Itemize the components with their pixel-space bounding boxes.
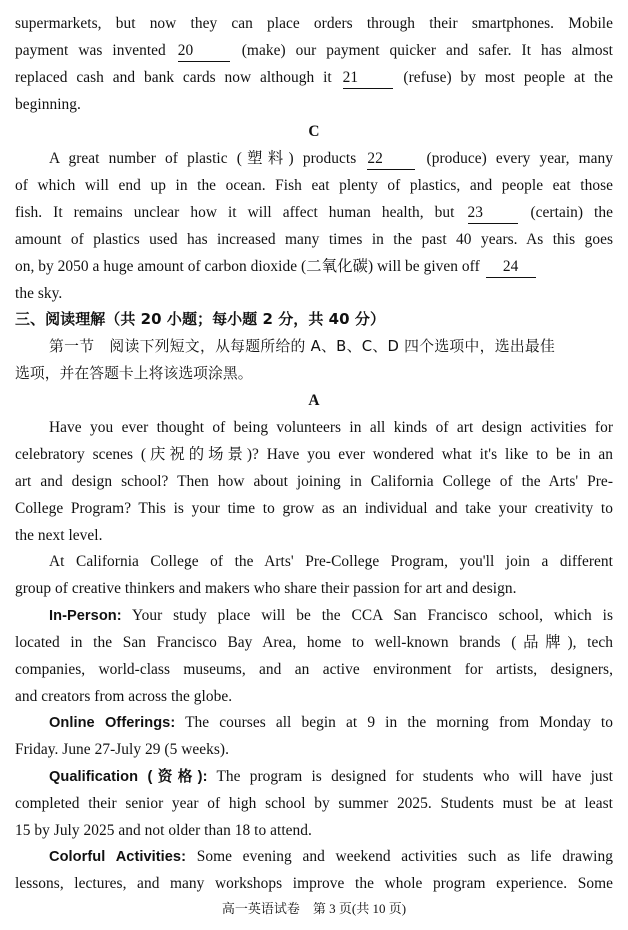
label-qualification: Qualification (资格): [49, 769, 208, 785]
label-online-offerings: Online Offerings: [49, 715, 176, 731]
blank-22[interactable]: 22 [367, 149, 415, 170]
section-instructions: 第一节 阅读下列短文，从每题所给的 A、B、C、D 四个选项中，选出最佳 [49, 338, 556, 355]
section-title: 三、阅读理解（共 20 小题；每小题 2 分，共 40 分） [15, 310, 386, 328]
text-line: Have you ever thought of being volunteers in all kinds of art design activities for [49, 419, 613, 436]
page-footer: 高一英语试卷 第 3 页(共 10 页) [221, 901, 407, 916]
text-line [49, 843, 613, 871]
label-colorful-activities: Colorful Activities: [49, 849, 187, 865]
text-span: (make) our payment quicker and safer. It has almost [241, 42, 614, 59]
text-line: completed their senior year of high school by summer 2025. Students must be at least [15, 795, 613, 812]
text-line: group of creative thinkers and makers who share their passion for art and design. [15, 580, 517, 597]
text-line [49, 709, 613, 737]
text-line [49, 602, 613, 630]
text-line [15, 37, 613, 64]
text-line: of which will end up in the ocean. Fish eat plenty of plastics, and people eat those [15, 177, 613, 194]
text-line: the sky. [15, 285, 63, 302]
text-line: 15 by July 2025 and not older than 18 to attend. [15, 822, 312, 839]
blank-21[interactable]: 21 [343, 68, 393, 89]
text-span: Your study place will be the CCA San Francisco school, which is [121, 607, 613, 624]
text-line: supermarkets, but now they can place orders through their smartphones. Mobile [15, 15, 613, 32]
text-span: Some evening and weekend activities such as life drawing [186, 848, 614, 865]
text-span: The program is designed for students who will have just [207, 768, 614, 785]
text-span: payment was invented [15, 42, 166, 59]
text-span: replaced cash and bank cards now although it [15, 69, 332, 86]
label-in-person: In-Person: [49, 608, 122, 624]
text-line [15, 64, 613, 91]
text-line: lessons, lectures, and many workshops improve the whole program experience. Some [15, 875, 613, 892]
text-line: beginning. [15, 96, 81, 113]
text-span: (refuse) by most people at the [403, 69, 613, 86]
text-line: art and design school? Then how about joining in California College of the Arts' Pre- [15, 473, 613, 490]
text-span: The courses all begin at 9 in the morning from Monday to [175, 714, 613, 731]
text-span: on, by 2050 a huge amount of carbon dioxide (二氧化碳) will be given off [15, 258, 480, 275]
text-line: amount of plastics used has increased many times in the past 40 years. As this goes [15, 231, 613, 248]
text-line: College Program? This is your time to grow as an individual and take your creativity to [15, 500, 613, 517]
passage-heading-a: A [308, 392, 320, 409]
section-instructions: 选项，并在答题卡上将该选项涂黑。 [15, 365, 253, 382]
text-line [15, 253, 613, 280]
blank-23[interactable]: 23 [468, 203, 518, 224]
text-line: At California College of the Arts' Pre-College Program, you'll join a different [49, 553, 613, 570]
text-line: celebratory scenes (庆祝的场景)? Have you ever wondered what it's like to be in an [15, 446, 613, 463]
text-line: and creators from across the globe. [15, 688, 233, 705]
text-span: (certain) the [530, 204, 614, 221]
text-span: A great number of plastic (塑料) products [49, 150, 357, 167]
text-line: located in the San Francisco Bay Area, home to well-known brands (品牌), tech [15, 634, 613, 651]
text-line: Friday. June 27-July 29 (5 weeks). [15, 741, 229, 758]
text-line [49, 145, 613, 172]
text-span: (produce) every year, many [426, 150, 613, 167]
text-line: the next level. [15, 527, 103, 544]
text-span: fish. It remains unclear how it will affect human health, but [15, 204, 455, 221]
text-line: companies, world-class museums, and an active environment for artists, designers, [15, 661, 613, 678]
text-line [49, 763, 613, 791]
blank-20[interactable]: 20 [178, 41, 230, 62]
section-heading-c: C [308, 123, 320, 140]
text-line [15, 199, 613, 226]
blank-24[interactable]: 24 [486, 257, 536, 278]
